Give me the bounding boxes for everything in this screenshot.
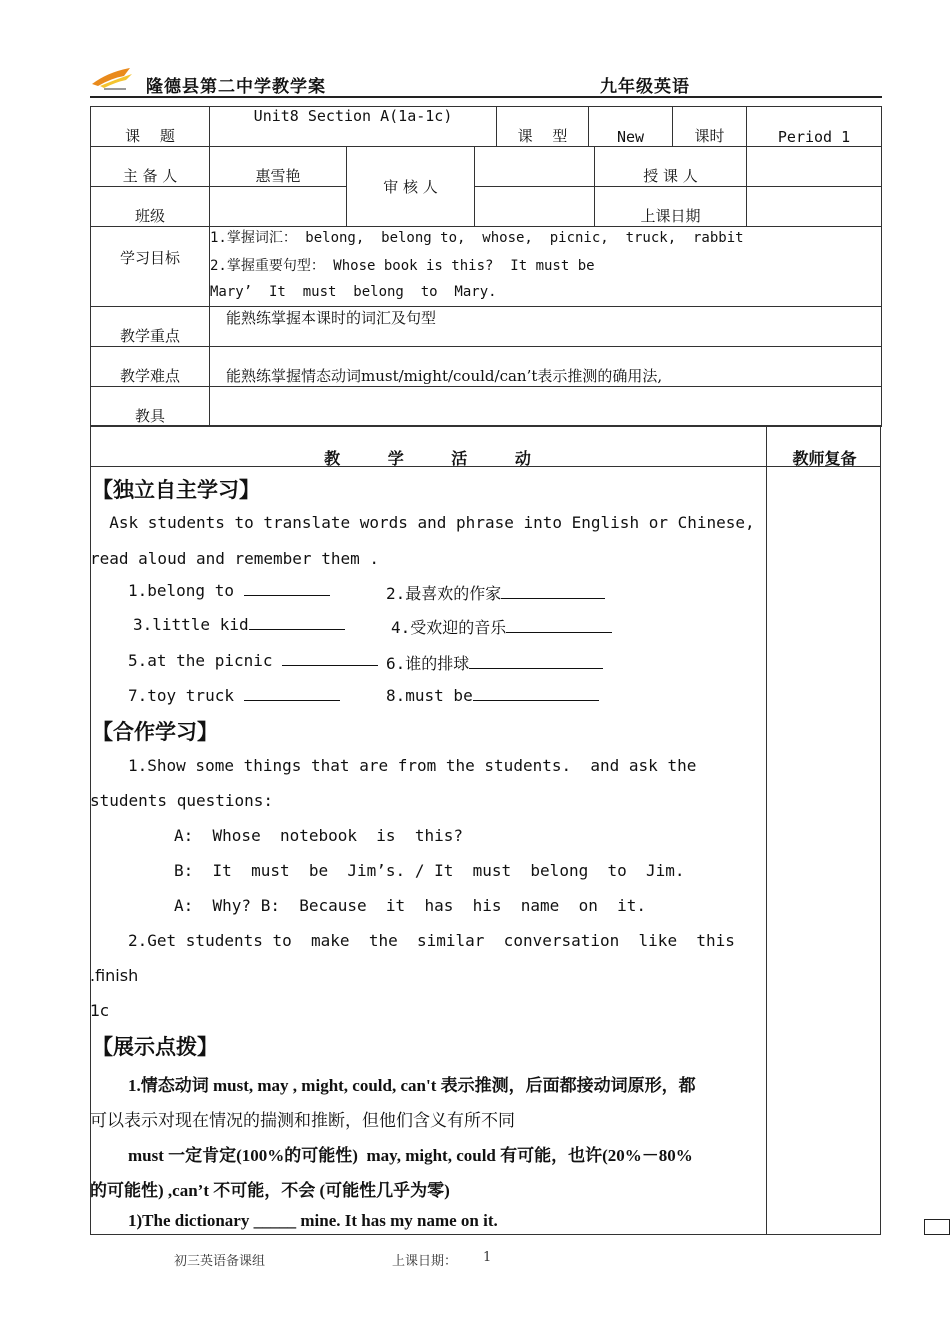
dialog-line-1: A: Whose notebook is this?	[174, 826, 463, 845]
intro-line-a: Ask students to translate words and phrase into English or Chinese,	[90, 513, 755, 532]
footer-date-label: 上课日期：	[392, 1254, 458, 1269]
goals-cell	[210, 227, 882, 307]
lesson-label: 课 题	[91, 107, 210, 147]
activity-heading: 教 学 活 动	[324, 449, 533, 468]
date-label: 上课日期	[595, 187, 747, 227]
vocab-item-7: 7.toy truck	[128, 686, 340, 705]
show-line-5: 1)The dictionary _____ mine. It has my name on it.	[128, 1211, 498, 1230]
tools-value	[210, 387, 882, 427]
section-presentation-title: 【展示点拨】	[92, 1035, 218, 1059]
intro-line-b: read aloud and remember them .	[90, 549, 379, 568]
class-value	[210, 187, 347, 227]
focus-value: 能熟练掌握本课时的词汇及句型	[210, 307, 882, 347]
footer-group: 初三英语备课组	[174, 1254, 266, 1269]
teacher-label: 授 课 人	[595, 147, 747, 187]
vocab-item-4: 4.受欢迎的音乐	[391, 615, 612, 638]
subject-title: 九年级英语	[600, 77, 690, 97]
header-rule	[90, 96, 882, 98]
class-label: 班级	[91, 187, 210, 227]
coop-line-5: 1c	[90, 1001, 109, 1020]
hours-value: Period 1	[747, 107, 882, 147]
coop-line-2: students questions:	[90, 791, 274, 810]
footer-page-number: 1	[483, 1250, 492, 1265]
date-value	[747, 187, 882, 227]
difficulty-value: 能熟练掌握情态动词must/might/could/can’t表示推测的确用法,	[210, 347, 882, 387]
vocab-item-2: 2.最喜欢的作家	[386, 581, 605, 604]
column-divider	[766, 426, 767, 1234]
blank-cell	[475, 187, 595, 227]
school-logo-icon	[90, 66, 134, 92]
reviewer-value	[475, 147, 595, 187]
vocab-item-8: 8.must be	[386, 686, 599, 705]
teacher-value	[747, 147, 882, 187]
teacher-notes-heading: 教师复备	[792, 449, 857, 468]
lesson-value: Unit8 Section A(1a-1c)	[210, 107, 497, 147]
show-line-3: must 一定肯定(100%的可能性) may, might, could 有可能，也许(20%－80%	[128, 1146, 693, 1165]
goals-label: 学习目标	[91, 227, 210, 307]
preparer-value: 惠雪艳	[210, 147, 347, 187]
type-label: 课 型	[497, 107, 589, 147]
reviewer-label: 审 核 人	[347, 147, 475, 227]
goal-line-1: 1.掌握词汇： belong, belong to, whose, picnic, truck, rabbit	[210, 230, 744, 246]
coop-line-1: 1.Show some things that are from the students. and ask the	[128, 756, 697, 775]
show-line-1: 1.情态动词 must, may , might, could, can't 表示推测，后面都接动词原形，都	[128, 1076, 696, 1095]
show-line-4: 的可能性) ,can’t 不可能，不会 (可能性几乎为零)	[90, 1181, 450, 1200]
type-value: New	[589, 107, 673, 147]
section-cooperation-title: 【合作学习】	[92, 720, 218, 744]
dialog-line-3: A: Why? B: Because it has his name on it.	[174, 896, 647, 915]
tools-label: 教具	[91, 387, 210, 427]
vocab-item-6: 6.谁的排球	[386, 651, 603, 674]
coop-line-3: 2.Get students to make the similar conversation like this	[128, 931, 735, 950]
focus-label: 教学重点	[91, 307, 210, 347]
coop-line-4: .finish	[90, 966, 139, 985]
show-line-2: 可以表示对现在情况的揣测和推断，但他们含义有所不同	[90, 1111, 515, 1130]
hours-label: 课时	[673, 107, 747, 147]
vocab-item-3: 3.little kid	[133, 615, 345, 634]
lesson-info-table	[90, 106, 882, 427]
vocab-item-1: 1.belong to	[128, 581, 330, 600]
section-self-study-title: 【独立自主学习】	[92, 478, 260, 502]
preparer-label: 主 备 人	[91, 147, 210, 187]
vocab-item-5: 5.at the picnic	[128, 651, 378, 670]
difficulty-label: 教学难点	[91, 347, 210, 387]
school-title: 隆德县第二中学教学案	[146, 77, 326, 97]
goal-line-2: 2.掌握重要句型： Whose book is this? It must be	[210, 258, 595, 274]
margin-box	[924, 1219, 950, 1235]
goal-line-3: Mary’ It must belong to Mary.	[210, 284, 497, 300]
dialog-line-2: B: It must be Jim’s. / It must belong to Jim.	[174, 861, 685, 880]
